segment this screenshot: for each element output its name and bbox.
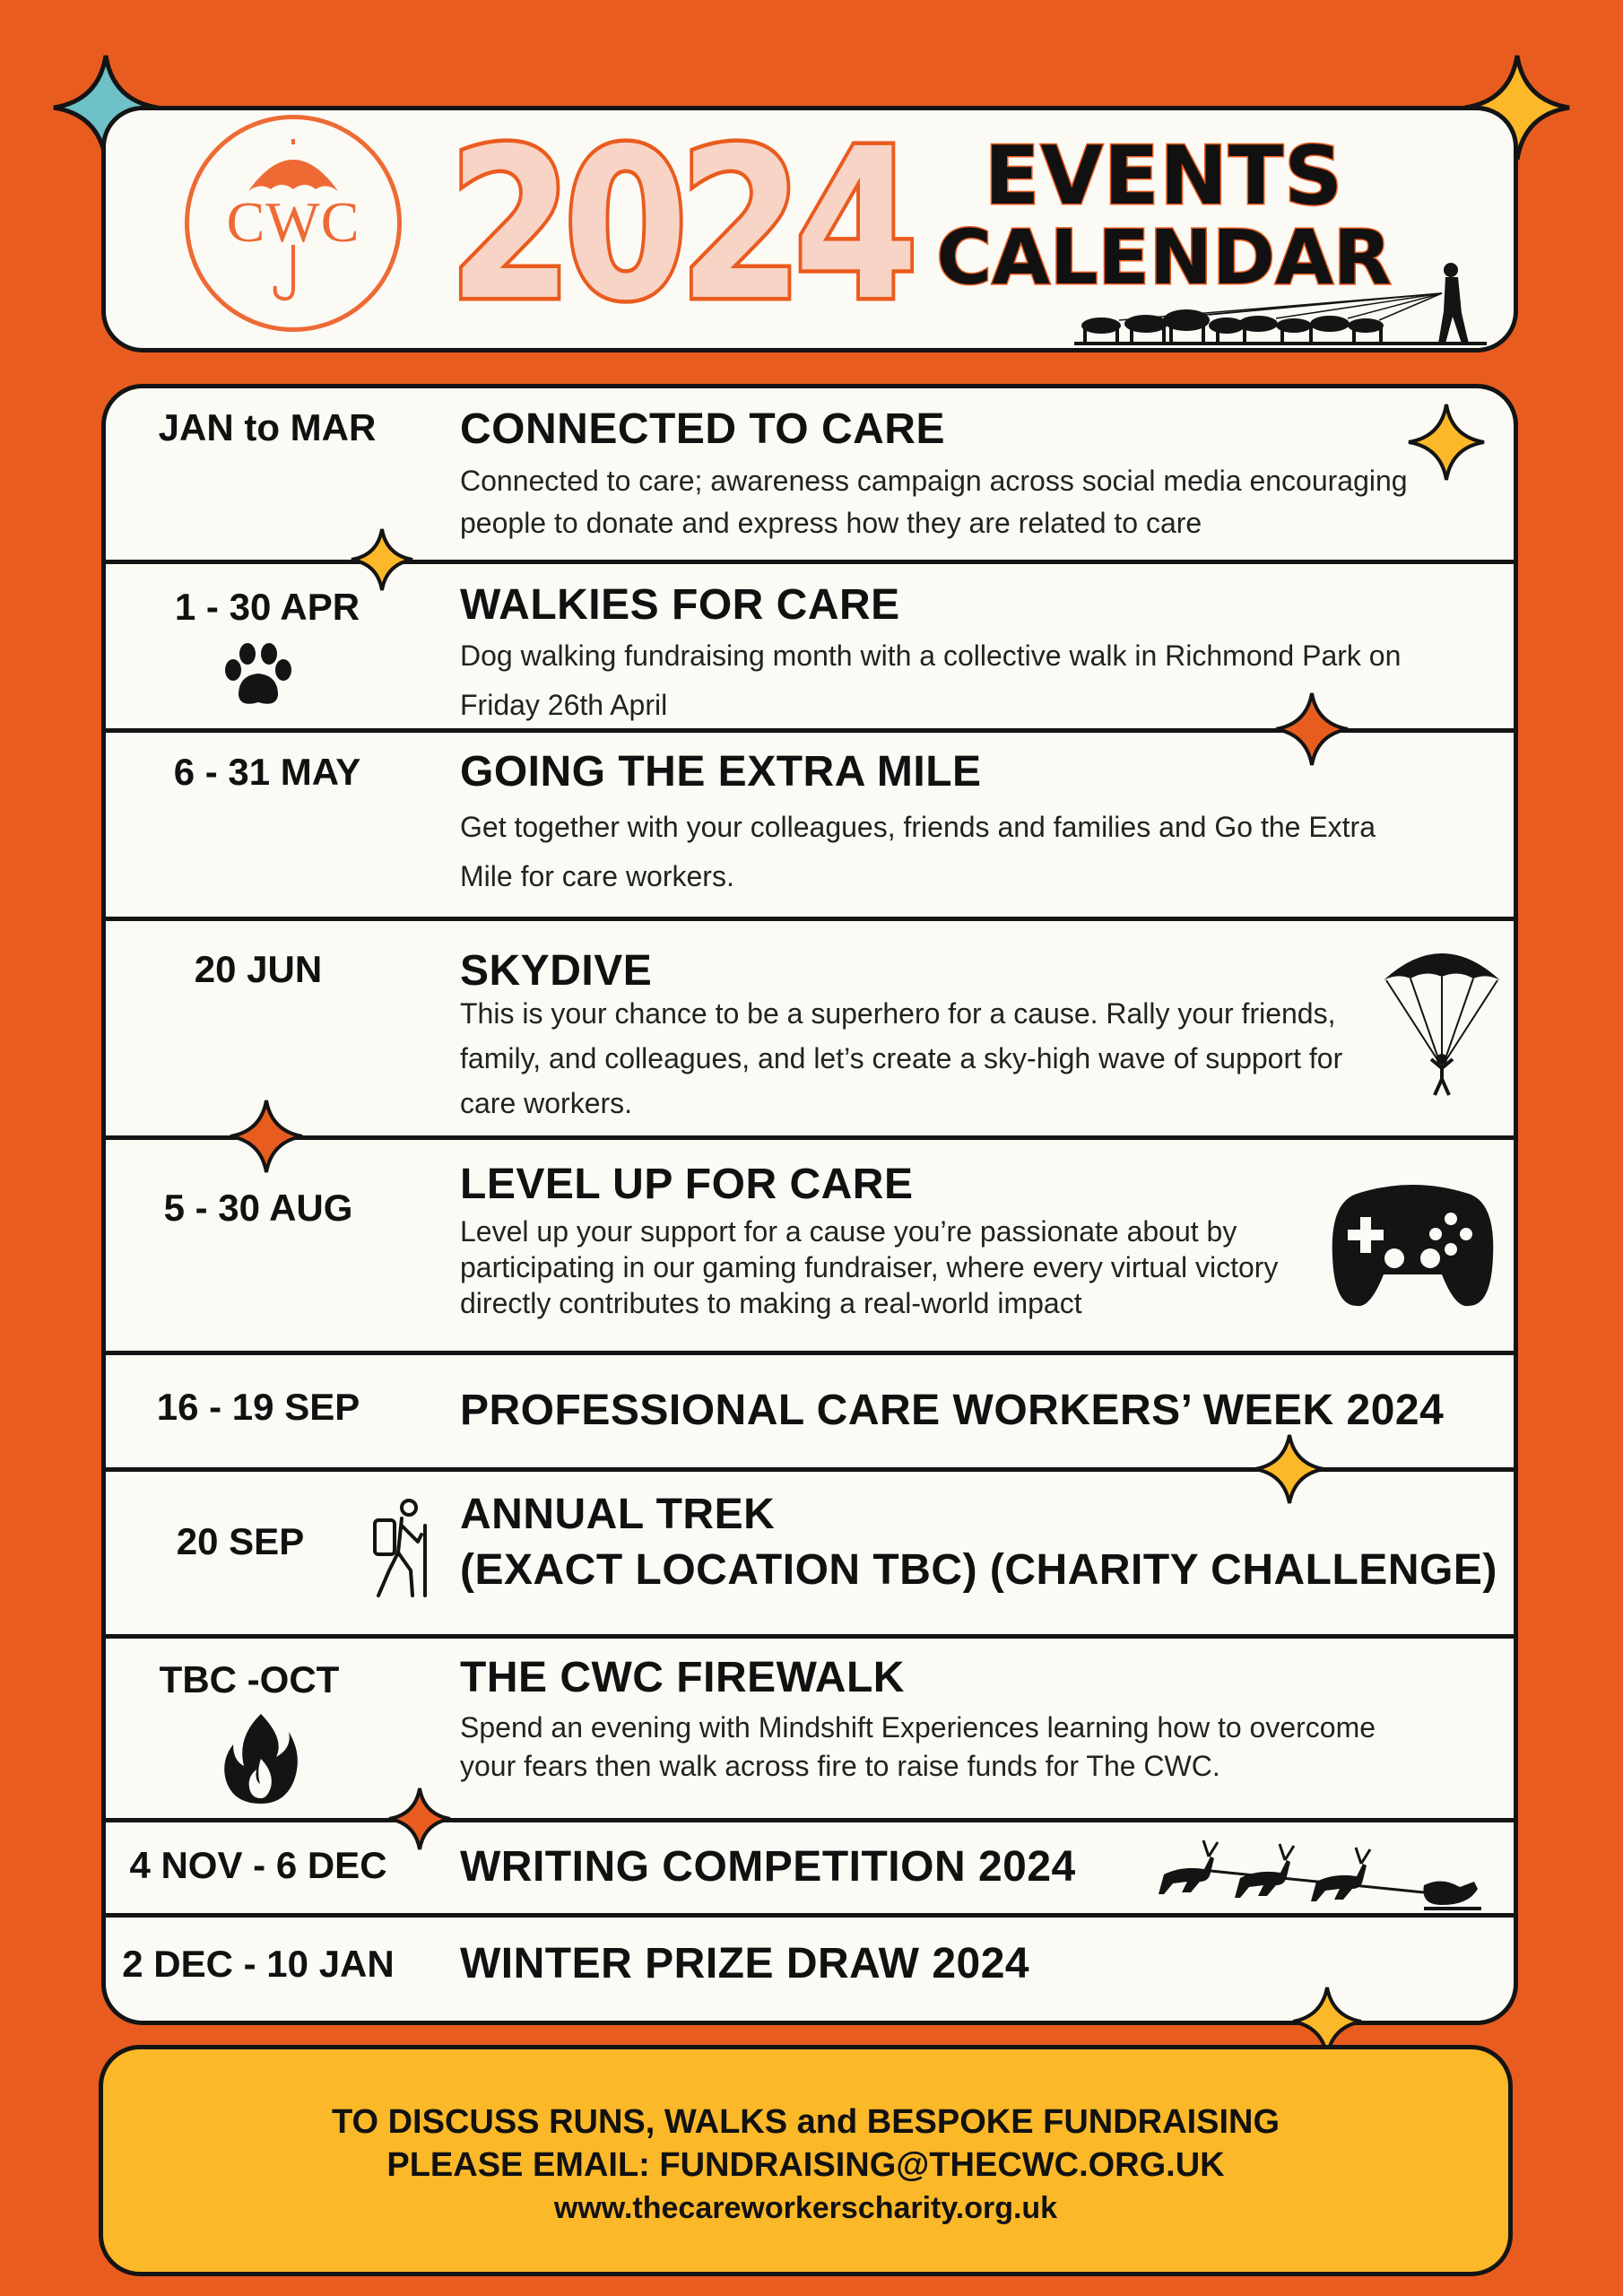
event-date: JAN to MAR [158, 406, 377, 448]
cwc-logo [185, 115, 402, 332]
event-title: WALKIES FOR CARE [460, 581, 900, 629]
yellow-star-icon [350, 527, 414, 592]
event-title-line2: (EXACT LOCATION TBC) (CHARITY CHALLENGE) [460, 1546, 1497, 1594]
event-description: Level up your support for a cause you’re passionate about by participating in our gaming fundraiser, where every virtual victory directly contributes to making a real-world impact [460, 1215, 1279, 1319]
event-row-writing-competition [106, 1822, 1514, 1918]
event-description: Get together with your colleagues, friends and families and Go the Extra Mile for care workers. [460, 811, 1376, 892]
event-date: 20 SEP [176, 1520, 305, 1562]
event-title: WRITING COMPETITION 2024 [460, 1843, 1076, 1891]
parachute-icon [1379, 944, 1505, 1097]
orange-star-icon [387, 1787, 452, 1851]
logo-text: CWC [226, 190, 360, 254]
event-date: 2 DEC - 10 JAN [122, 1943, 395, 1985]
orange-star-icon [228, 1098, 305, 1175]
events-calendar [101, 384, 1518, 2025]
event-row-cwc-firewalk [106, 1639, 1514, 1822]
title-line-events: EVENTS [984, 129, 1344, 223]
event-row-connected-to-care [106, 388, 1514, 564]
hiker-icon [366, 1499, 438, 1599]
footer-line-discuss: TO DISCUSS RUNS, WALKS and BESPOKE FUNDRAISING [331, 2103, 1280, 2141]
footer-email[interactable]: PLEASE EMAIL: FUNDRAISING@THECWC.ORG.UK [386, 2146, 1225, 2184]
event-date: 16 - 19 SEP [156, 1386, 360, 1428]
gamepad-icon [1330, 1176, 1496, 1310]
title-line-calendar: CALENDAR [936, 213, 1392, 301]
event-date: 20 JUN [194, 948, 323, 990]
event-description: Spend an evening with Mindshift Experiences learning how to overcome your fears then walk across fire to raise funds for The CWC. [460, 1711, 1376, 1782]
fire-icon [221, 1712, 301, 1805]
event-description: Connected to care; awareness campaign across social media encouraging people to donate and express how they are related to care [460, 465, 1408, 539]
footer-website-link[interactable]: www.thecareworkerscharity.org.uk [553, 2191, 1058, 2225]
dog-walker-icon [1074, 261, 1505, 351]
event-title: THE CWC FIREWALK [460, 1654, 905, 1701]
event-date: 1 - 30 APR [174, 586, 360, 628]
event-date: TBC -OCT [159, 1658, 340, 1700]
header-banner [101, 106, 1518, 352]
event-title: WINTER PRIZE DRAW 2024 [460, 1940, 1030, 1987]
contact-footer [99, 2045, 1513, 2276]
event-date: 4 NOV - 6 DEC [129, 1844, 387, 1886]
event-description: Dog walking fundraising month with a collective walk in Richmond Park on Friday 26th April [460, 639, 1402, 721]
event-row-level-up-for-care [106, 1140, 1514, 1355]
event-title: CONNECTED TO CARE [460, 405, 945, 453]
event-row-skydive [106, 921, 1514, 1140]
event-date: 6 - 31 MAY [173, 751, 361, 793]
event-description: This is your chance to be a superhero for a cause. Rally your friends, family, and colleagues, and let’s create a sky-high wave of support for care workers. [460, 997, 1343, 1119]
event-title: PROFESSIONAL CARE WORKERS’ WEEK 2024 [460, 1387, 1445, 1434]
event-title: SKYDIVE [460, 947, 653, 995]
yellow-star-icon [1406, 402, 1487, 483]
reindeer-sleigh-icon [1155, 1830, 1496, 1916]
event-title: GOING THE EXTRA MILE [460, 748, 982, 796]
paw-icon [222, 643, 294, 709]
yellow-star-icon [1254, 1433, 1325, 1505]
year-heading: 2024 [448, 104, 910, 346]
event-title: ANNUAL TREK [460, 1491, 776, 1538]
event-title: LEVEL UP FOR CARE [460, 1161, 914, 1208]
orange-star-icon [1273, 691, 1350, 768]
event-date: 5 - 30 AUG [163, 1187, 353, 1229]
